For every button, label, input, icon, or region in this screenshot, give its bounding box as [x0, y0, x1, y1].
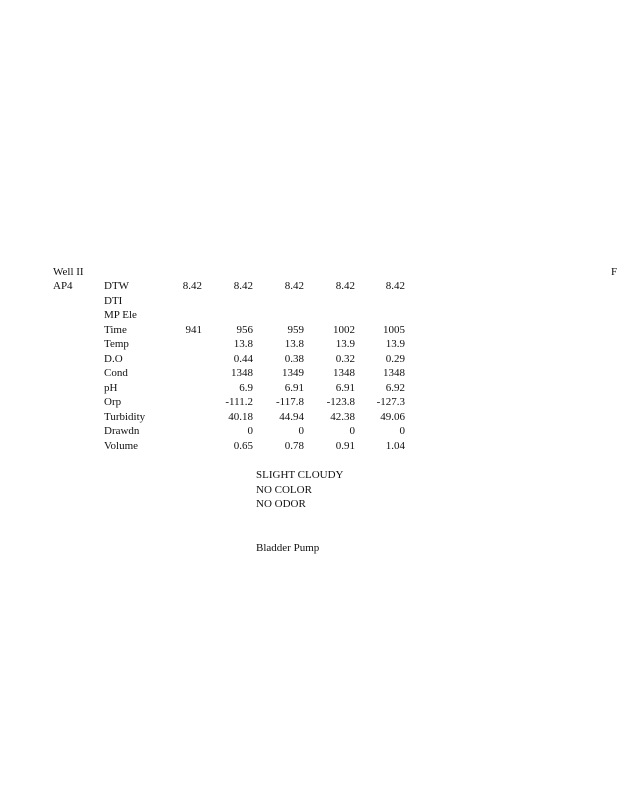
row-label: D.O	[104, 353, 123, 365]
row-label: Volume	[104, 440, 139, 452]
row-label: Drawdn	[104, 425, 140, 437]
table-cell	[180, 338, 202, 351]
table-cell: 0.65	[233, 440, 253, 452]
table-cell: 959	[287, 324, 304, 336]
table-cell: 44.94	[279, 411, 304, 423]
table-cell: 6.91	[335, 382, 355, 394]
table-cell: 1.04	[385, 440, 405, 452]
table-cell	[223, 295, 253, 308]
table-cell	[180, 382, 202, 395]
table-cell: 40.18	[228, 411, 253, 423]
well-id-header: Well II	[53, 266, 84, 278]
row-label: Temp	[104, 338, 129, 350]
row-label: Turbidity	[104, 411, 146, 423]
right-edge-header: F	[611, 266, 618, 278]
table-cell: 1348	[383, 367, 405, 379]
table-cell	[272, 309, 304, 322]
table-cell: 941	[185, 324, 202, 336]
row-label: DTW	[104, 280, 130, 292]
table-cell: 0.78	[284, 440, 304, 452]
table-cell: 0	[247, 425, 253, 437]
note-odor: NO ODOR	[256, 498, 306, 510]
table-cell: 0.91	[335, 440, 355, 452]
table-cell	[272, 295, 304, 308]
row-label: Time	[104, 324, 127, 336]
table-cell: 0	[399, 425, 405, 437]
table-cell: 1349	[282, 367, 304, 379]
table-cell	[180, 309, 202, 322]
table-cell: 8.42	[335, 280, 355, 292]
table-cell: 8.42	[233, 280, 253, 292]
table-cell	[375, 309, 405, 322]
table-cell	[180, 367, 202, 380]
table-cell: 13.8	[233, 338, 253, 350]
table-cell	[180, 425, 202, 438]
table-cell: 0.38	[284, 353, 304, 365]
table-cell: 0.32	[335, 353, 355, 365]
table-cell	[180, 353, 202, 366]
table-cell: 8.42	[284, 280, 304, 292]
table-cell: 13.8	[284, 338, 304, 350]
table-cell	[321, 295, 355, 308]
table-cell: 1002	[333, 324, 355, 336]
well-id-value: AP4	[53, 280, 73, 292]
table-cell	[180, 396, 202, 409]
table-cell: 13.9	[385, 338, 405, 350]
table-cell: 6.9	[239, 382, 253, 394]
table-cell	[321, 309, 355, 322]
table-cell: 8.42	[182, 280, 202, 292]
note-clarity: SLIGHT CLOUDY	[256, 469, 344, 481]
table-cell: -117.8	[275, 396, 304, 408]
table-cell: 1348	[231, 367, 253, 379]
table-cell: 42.38	[330, 411, 355, 423]
row-label: DTI	[104, 295, 123, 307]
table-cell: 0.44	[233, 353, 253, 365]
table-cell: 0	[298, 425, 304, 437]
note-color: NO COLOR	[256, 484, 312, 496]
table-cell: 6.91	[284, 382, 304, 394]
row-label: Orp	[104, 396, 122, 408]
table-cell: 8.42	[385, 280, 405, 292]
note-pump: Bladder Pump	[256, 542, 320, 554]
table-cell: 956	[236, 324, 253, 336]
row-label: MP Ele	[104, 309, 137, 321]
table-cell: 0	[349, 425, 355, 437]
table-cell: 49.06	[380, 411, 405, 423]
table-cell	[375, 295, 405, 308]
table-cell	[180, 411, 202, 424]
row-label: pH	[104, 382, 118, 394]
row-label: Cond	[104, 367, 128, 379]
table-cell: -127.3	[376, 396, 405, 408]
table-cell: 1348	[333, 367, 355, 379]
table-cell: 13.9	[335, 338, 355, 350]
table-cell: -123.8	[326, 396, 355, 408]
table-cell: -111.2	[225, 396, 253, 408]
table-cell	[223, 309, 253, 322]
table-cell: 6.92	[385, 382, 405, 394]
table-cell	[180, 440, 202, 453]
table-cell	[180, 295, 202, 308]
table-cell: 1005	[383, 324, 405, 336]
table-cell: 0.29	[385, 353, 405, 365]
